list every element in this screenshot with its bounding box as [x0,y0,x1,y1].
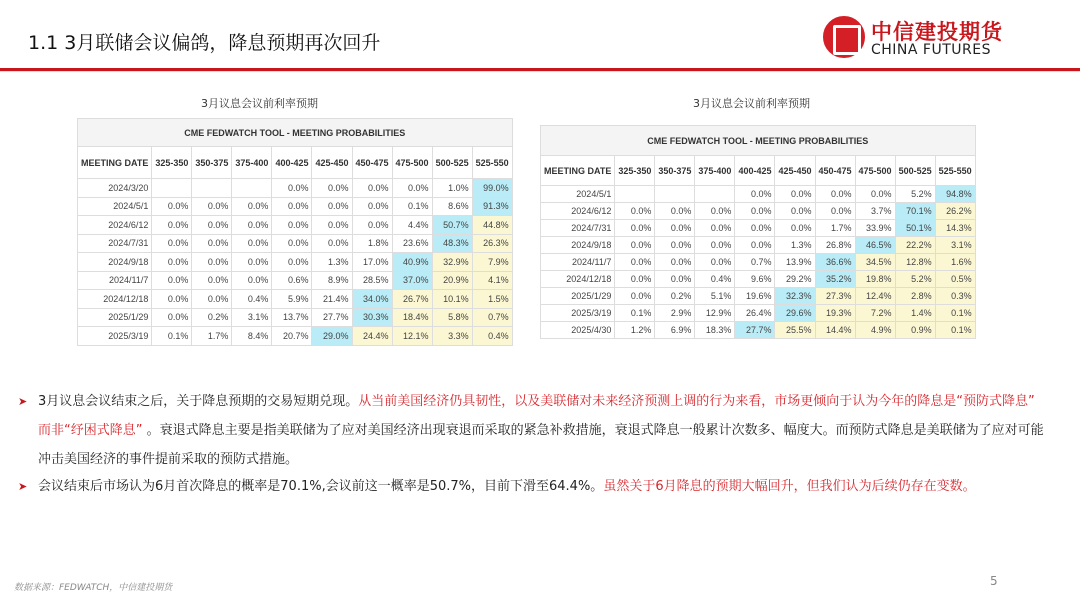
probability-cell: 0.0% [312,197,352,216]
probability-cell: 2.8% [895,288,935,305]
probability-cell: 1.6% [935,254,975,271]
probability-cell: 3.1% [935,237,975,254]
body-text: 3月议息会议结束之后，关于降息预期的交易短期兑现。 [38,394,359,409]
fedwatch-table-before [77,118,513,346]
table-row [78,290,513,309]
body-text: 。衰退式降息主要是指美联储为了应对美国经济出现衰退而采取的紧急补救措施，衰退式降息一般累计次数多、幅度大。而预防式降息是美联储为了应对可能冲击美国经济的事件提前采取的预防式措施。 [38,423,1044,467]
page-number: 5 [990,574,998,588]
probability-cell: 3.3% [432,327,472,346]
probability-cell [232,179,272,198]
probability-cell: 0.0% [695,254,735,271]
probability-cell: 50.7% [432,216,472,235]
probability-cell: 18.3% [695,322,735,339]
probability-cell: 0.0% [615,271,655,288]
probability-cell: 0.7% [735,254,775,271]
column-header: 400-425 [735,156,775,186]
probability-cell: 44.8% [472,216,512,235]
probability-cell: 7.9% [472,253,512,272]
probability-cell: 3.7% [855,203,895,220]
meeting-date-cell: 2024/12/18 [78,290,152,309]
table-row [541,322,976,339]
probability-cell: 12.8% [895,254,935,271]
data-source-note: 数据来源：FEDWATCH，中信建投期货 [14,583,173,593]
probability-cell: 0.0% [655,220,695,237]
probability-cell: 0.0% [615,288,655,305]
table-row [78,234,513,253]
probability-cell: 8.4% [232,327,272,346]
column-header: 525-550 [935,156,975,186]
column-header: 425-450 [312,147,352,179]
meeting-date-cell: 2024/3/20 [78,179,152,198]
header-row [541,156,976,186]
probability-cell: 0.0% [272,216,312,235]
probability-cell: 0.0% [615,203,655,220]
probability-cell: 0.0% [775,203,815,220]
probability-cell [152,179,192,198]
probability-cell: 0.9% [895,322,935,339]
meeting-date-cell: 2024/9/18 [541,237,615,254]
table-caption-right: 3月议息会议前利率预期 [693,97,810,110]
probability-cell: 29.6% [775,305,815,322]
probability-cell: 0.1% [152,327,192,346]
probability-cell: 0.0% [312,179,352,198]
probability-cell: 34.0% [352,290,392,309]
probability-cell: 25.5% [775,322,815,339]
probability-cell: 4.9% [855,322,895,339]
highlighted-text: 虽然关于6月降息的预期大幅回升，但我们认为后续仍存在变数。 [603,479,976,494]
probability-cell [615,186,655,203]
probability-cell: 1.3% [312,253,352,272]
meeting-date-cell: 2024/6/12 [78,216,152,235]
table-row [78,216,513,235]
probability-cell: 0.0% [232,271,272,290]
meeting-date-cell: 2024/5/1 [541,186,615,203]
probability-cell: 1.7% [192,327,232,346]
probability-cell: 0.0% [152,271,192,290]
probability-cell: 0.0% [192,271,232,290]
table-row [541,220,976,237]
probability-cell: 99.0% [472,179,512,198]
column-header: 450-475 [352,147,392,179]
probability-cell: 3.1% [232,308,272,327]
probability-cell: 0.0% [735,220,775,237]
table-row [541,254,976,271]
probability-cell: 40.9% [392,253,432,272]
probability-cell: 8.9% [312,271,352,290]
probability-cell: 0.0% [152,290,192,309]
probability-cell: 0.0% [272,197,312,216]
probability-cell: 14.4% [815,322,855,339]
probability-cell: 0.0% [655,254,695,271]
probability-cell: 0.0% [815,203,855,220]
column-header: 500-525 [895,156,935,186]
probability-cell: 0.0% [152,253,192,272]
probability-cell: 12.1% [392,327,432,346]
probability-cell: 0.2% [655,288,695,305]
probability-cell: 0.0% [152,216,192,235]
probability-cell: 33.9% [855,220,895,237]
probability-cell: 34.5% [855,254,895,271]
probability-cell: 20.9% [432,271,472,290]
probability-cell: 26.8% [815,237,855,254]
probability-cell: 0.0% [352,216,392,235]
probability-cell: 0.0% [192,234,232,253]
probability-cell: 0.0% [352,179,392,198]
probability-cell: 50.1% [895,220,935,237]
probability-cell: 0.0% [232,253,272,272]
probability-cell: 27.7% [735,322,775,339]
probability-cell: 0.0% [272,179,312,198]
probability-cell: 27.3% [815,288,855,305]
meeting-date-cell: 2024/9/18 [78,253,152,272]
header-row [78,147,513,179]
probability-cell: 0.0% [192,216,232,235]
probability-cell: 0.0% [775,220,815,237]
table-row [78,308,513,327]
probability-cell: 22.2% [895,237,935,254]
probability-cell: 10.1% [432,290,472,309]
meeting-date-cell: 2024/11/7 [541,254,615,271]
table-title: CME FEDWATCH TOOL - MEETING PROBABILITIES [78,119,513,147]
probability-cell: 0.0% [615,220,655,237]
probability-cell: 0.6% [272,271,312,290]
probability-cell: 5.2% [895,271,935,288]
probability-cell: 48.3% [432,234,472,253]
probability-cell: 0.0% [272,234,312,253]
header-divider-shadow [0,71,1080,72]
probability-cell: 28.5% [352,271,392,290]
table-row [78,197,513,216]
body-text: 会议结束后市场认为6月首次降息的概率是70.1%,会议前这一概率是50.7%，目前下滑至64.4%。 [38,479,604,494]
column-header: 425-450 [775,156,815,186]
probability-cell: 0.0% [815,186,855,203]
probability-cell: 0.0% [735,203,775,220]
table-row [78,327,513,346]
probability-cell: 0.1% [615,305,655,322]
column-header: 500-525 [432,147,472,179]
meeting-date-cell: 2024/12/18 [541,271,615,288]
probability-cell: 0.0% [655,237,695,254]
column-header: 475-500 [855,156,895,186]
column-header: 475-500 [392,147,432,179]
page-title: 1.1 3月联储会议偏鸽，降息预期再次回升 [28,32,381,54]
probability-cell: 0.0% [192,253,232,272]
table-row [78,253,513,272]
probability-cell: 7.2% [855,305,895,322]
probability-cell: 29.2% [775,271,815,288]
probability-cell: 30.3% [352,308,392,327]
meeting-date-cell: 2025/3/19 [541,305,615,322]
probability-cell: 6.9% [655,322,695,339]
probability-cell [655,186,695,203]
probability-cell: 94.8% [935,186,975,203]
table-row [541,305,976,322]
probability-cell: 35.2% [815,271,855,288]
probability-cell: 14.3% [935,220,975,237]
probability-cell [695,186,735,203]
probability-cell: 21.4% [312,290,352,309]
probability-cell: 1.2% [615,322,655,339]
probability-cell: 18.4% [392,308,432,327]
highlighted-text: 从当前美国经济仍具韧性，以及美联储对未来经济预测上调的行为来看，市场更倾向于认为今年的降息是“预防式降息” 而非“纾困式降息” [38,394,1035,438]
column-header: 375-400 [695,156,735,186]
meeting-date-cell: 2024/11/7 [78,271,152,290]
probability-cell: 0.4% [472,327,512,346]
probability-cell: 0.0% [775,186,815,203]
probability-cell: 1.3% [775,237,815,254]
probability-cell: 24.4% [352,327,392,346]
probability-cell: 46.5% [855,237,895,254]
probability-cell: 0.3% [935,288,975,305]
table-caption-left: 3月议息会议前利率预期 [201,97,318,110]
column-header: 450-475 [815,156,855,186]
table-title: CME FEDWATCH TOOL - MEETING PROBABILITIES [541,126,976,156]
probability-cell: 12.9% [695,305,735,322]
column-header: MEETING DATE [541,156,615,186]
probability-cell: 0.0% [152,197,192,216]
probability-cell: 23.6% [392,234,432,253]
table-row [78,179,513,198]
probability-cell: 0.0% [615,237,655,254]
probability-cell: 26.2% [935,203,975,220]
probability-cell: 0.0% [152,308,192,327]
probability-cell: 32.3% [775,288,815,305]
probability-cell: 0.0% [392,179,432,198]
probability-cell: 0.7% [472,308,512,327]
probability-cell: 0.0% [655,203,695,220]
probability-cell: 0.0% [232,216,272,235]
meeting-date-cell: 2025/3/19 [78,327,152,346]
probability-cell: 0.0% [192,197,232,216]
probability-cell: 0.0% [695,220,735,237]
probability-cell: 0.0% [272,253,312,272]
probability-cell [192,179,232,198]
probability-cell: 1.7% [815,220,855,237]
probability-cell: 0.1% [935,322,975,339]
probability-cell: 5.2% [895,186,935,203]
probability-cell: 0.2% [192,308,232,327]
probability-cell: 0.0% [312,216,352,235]
probability-cell: 1.0% [432,179,472,198]
probability-cell: 1.4% [895,305,935,322]
probability-cell: 1.5% [472,290,512,309]
probability-cell: 26.3% [472,234,512,253]
bullet-paragraph-2 [18,472,1048,501]
column-header: 525-550 [472,147,512,179]
probability-cell: 0.1% [935,305,975,322]
bullet-arrow-icon: ➤ [18,395,28,408]
logo-emblem-icon [823,16,865,58]
probability-cell: 0.4% [695,271,735,288]
probability-cell: 36.6% [815,254,855,271]
probability-cell: 0.0% [695,237,735,254]
probability-cell: 5.8% [432,308,472,327]
probability-cell: 0.0% [735,186,775,203]
probability-cell: 70.1% [895,203,935,220]
meeting-date-cell: 2024/6/12 [541,203,615,220]
probability-cell: 0.0% [735,237,775,254]
column-header: 325-350 [615,156,655,186]
probability-cell: 0.0% [695,203,735,220]
logo-text-en: CHINA FUTURES [871,42,991,58]
meeting-date-cell: 2025/1/29 [541,288,615,305]
probability-cell: 4.4% [392,216,432,235]
probability-cell: 12.4% [855,288,895,305]
column-header: 400-425 [272,147,312,179]
probability-cell: 0.4% [232,290,272,309]
logo-text-cn: 中信建投期货 [871,20,1003,44]
probability-cell: 19.3% [815,305,855,322]
probability-cell: 0.0% [312,234,352,253]
probability-cell: 5.1% [695,288,735,305]
probability-cell: 0.0% [152,234,192,253]
probability-cell: 1.8% [352,234,392,253]
column-header: 350-375 [192,147,232,179]
meeting-date-cell: 2024/5/1 [78,197,152,216]
company-logo [823,14,1023,62]
probability-cell: 0.0% [352,197,392,216]
table-row [541,237,976,254]
probability-cell: 0.0% [655,271,695,288]
bullet-paragraph-1 [18,387,1048,474]
probability-cell: 32.9% [432,253,472,272]
table-title-row [541,126,976,156]
probability-cell: 8.6% [432,197,472,216]
probability-cell: 26.7% [392,290,432,309]
meeting-date-cell: 2024/7/31 [78,234,152,253]
column-header: MEETING DATE [78,147,152,179]
column-header: 375-400 [232,147,272,179]
probability-cell: 0.0% [615,254,655,271]
fedwatch-table-after [540,125,976,339]
probability-cell: 0.0% [232,197,272,216]
probability-cell: 27.7% [312,308,352,327]
table-row [541,288,976,305]
probability-cell: 0.0% [192,290,232,309]
meeting-date-cell: 2024/7/31 [541,220,615,237]
probability-cell: 29.0% [312,327,352,346]
probability-cell: 4.1% [472,271,512,290]
table-row [541,186,976,203]
probability-cell: 0.5% [935,271,975,288]
probability-cell: 13.9% [775,254,815,271]
meeting-date-cell: 2025/4/30 [541,322,615,339]
column-header: 325-350 [152,147,192,179]
probability-cell: 5.9% [272,290,312,309]
probability-cell: 13.7% [272,308,312,327]
table-row [541,271,976,288]
probability-cell: 0.1% [392,197,432,216]
bullet-arrow-icon: ➤ [18,480,28,493]
probability-cell: 0.0% [232,234,272,253]
probability-cell: 37.0% [392,271,432,290]
probability-cell: 26.4% [735,305,775,322]
probability-cell: 19.6% [735,288,775,305]
probability-cell: 91.3% [472,197,512,216]
probability-cell: 17.0% [352,253,392,272]
table-title-row [78,119,513,147]
probability-cell: 19.8% [855,271,895,288]
meeting-date-cell: 2025/1/29 [78,308,152,327]
probability-cell: 0.0% [855,186,895,203]
table-row [78,271,513,290]
probability-cell: 9.6% [735,271,775,288]
probability-cell: 20.7% [272,327,312,346]
table-row [541,203,976,220]
column-header: 350-375 [655,156,695,186]
probability-cell: 2.9% [655,305,695,322]
